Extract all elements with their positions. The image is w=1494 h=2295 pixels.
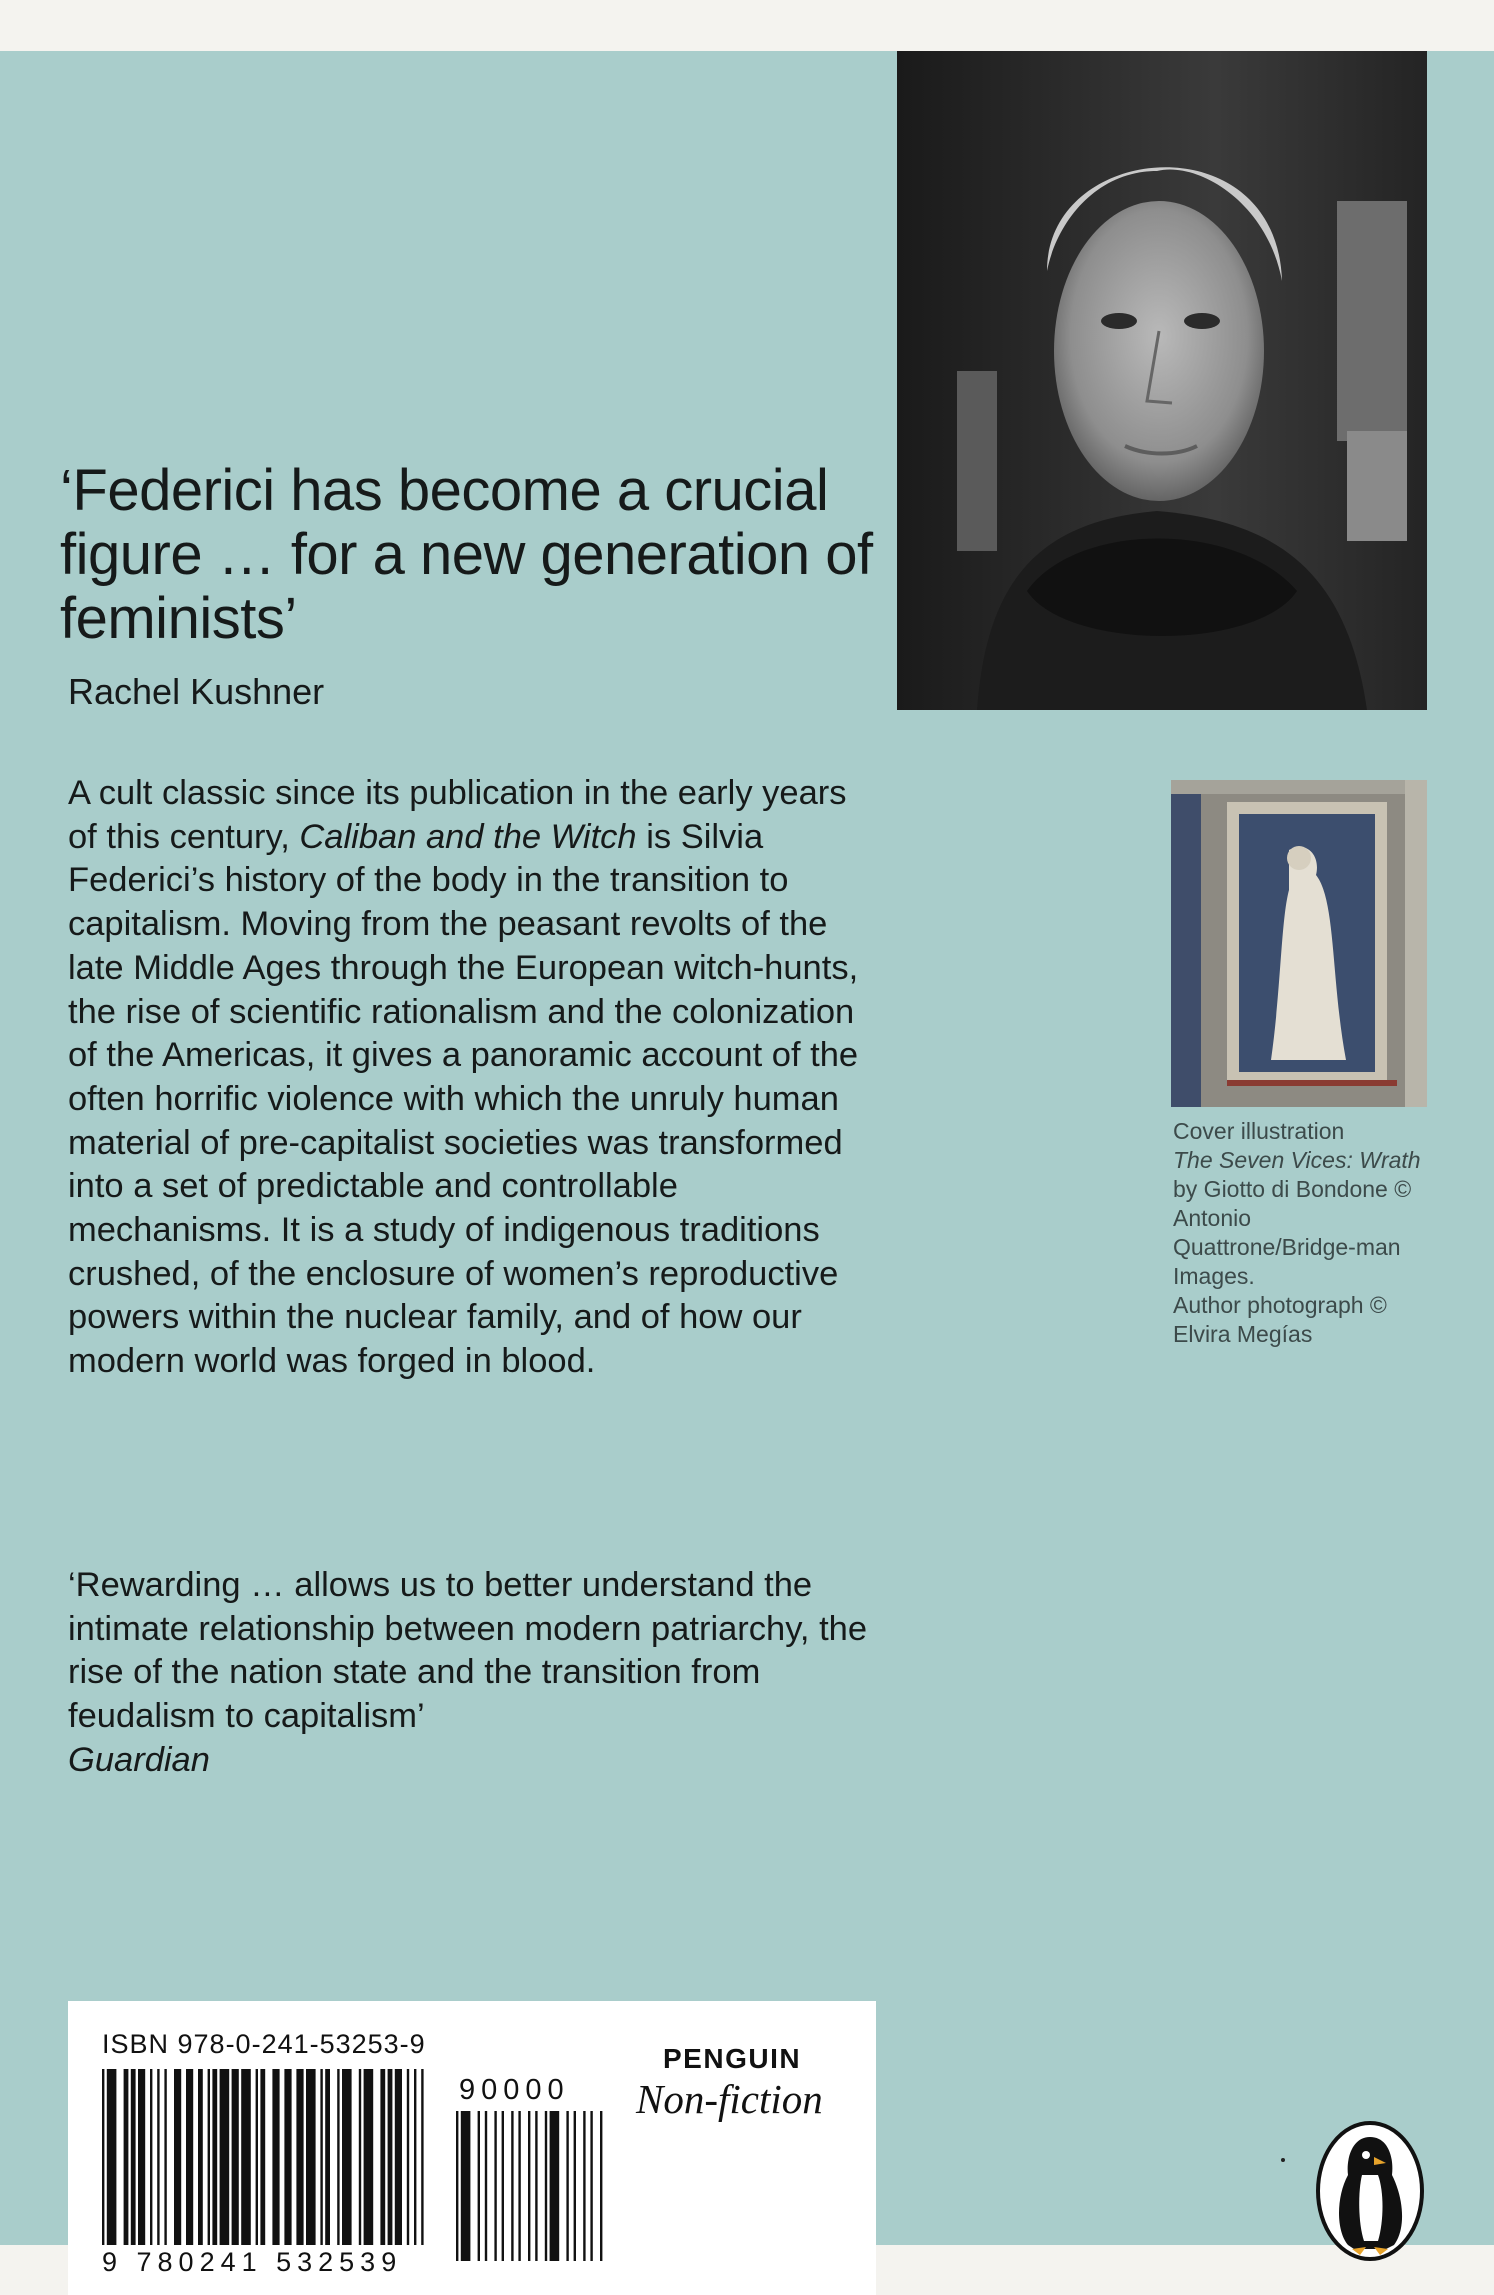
barcode-bar (256, 2069, 258, 2245)
barcode-bar (456, 2111, 458, 2261)
isbn-barcode (102, 2069, 428, 2245)
price-code: 90000 (459, 2074, 570, 2106)
barcode-bar (124, 2069, 129, 2245)
barcode-bar (545, 2111, 547, 2261)
barcode-bar (502, 2111, 504, 2261)
review-quote (68, 1564, 898, 1783)
penguin-logo-icon (1314, 2119, 1426, 2263)
barcode-bar (320, 2069, 322, 2245)
isbn-label: ISBN 978-0-241-53253-9 (102, 2029, 426, 2059)
barcode-bar (107, 2069, 117, 2245)
barcode-bar (478, 2111, 480, 2261)
dot-mark (1281, 2158, 1285, 2162)
barcode-bar (461, 2111, 471, 2261)
barcode-bar (296, 2069, 303, 2245)
barcode-bar (241, 2069, 251, 2245)
barcode-bar (550, 2111, 560, 2261)
barcode-bar (388, 2069, 393, 2245)
barcode-number: 9 780241 532539 (102, 2247, 403, 2277)
barcode-bar (535, 2111, 537, 2261)
barcode-bar (600, 2111, 602, 2261)
barcode-bar (590, 2111, 592, 2261)
price-barcode (456, 2111, 606, 2261)
imprint-brand: PENGUIN (663, 2043, 802, 2074)
barcode-panel (68, 2001, 876, 2295)
barcode-bar (325, 2069, 330, 2245)
barcode-bar (212, 2069, 217, 2245)
imprint-series: Non-fiction (636, 2076, 823, 2122)
barcode-bar (566, 2111, 568, 2261)
barcode-bar (421, 2069, 423, 2245)
credit-line-2 (1173, 1146, 1433, 1291)
book-title: Caliban and the Witch (299, 817, 637, 856)
credit-line-3: Author photograph © Elvira Megías (1173, 1292, 1387, 1347)
blurb-part-2: is Silvia Federici’s history of the body in the transition to capitalism. Moving from the peasant revolts of the late Middle Ages through the European witch-hunts, the rise of scientific rationalism and the colonization of the Americas, it gives a panoramic account of the often horrific violence with which the unruly human material of pre-capitalist societies was transformed into a set of predictable and controllable mechanisms. It is a study of indigenous traditions crushed, of the enclosure of women’s reproductive powers within the nuclear family, and of how our modern world was forged in blood. (68, 817, 859, 1381)
barcode-bar (414, 2069, 416, 2245)
barcode-bar (306, 2069, 316, 2245)
barcode-bar (164, 2069, 166, 2245)
review-source: Guardian (68, 1740, 210, 1779)
barcode-bar (284, 2069, 291, 2245)
barcode-bar (485, 2111, 487, 2261)
blurb-text (68, 772, 868, 1384)
cover-illustration-thumbnail (1171, 780, 1427, 1107)
back-cover (0, 51, 1494, 2277)
headline-attribution: Rachel Kushner (68, 671, 325, 712)
barcode-bar (359, 2069, 361, 2245)
blurb-part-1: A cult classic since its publication in the early years of this century, (68, 774, 847, 856)
barcode-bar (583, 2111, 585, 2261)
barcode-bar (198, 2069, 203, 2245)
credit-work-detail: by Giotto di Bondone © Antonio Quattrone/Bridge-man Images. (1173, 1176, 1412, 1289)
barcode-bar (342, 2069, 352, 2245)
barcode-bar (511, 2111, 513, 2261)
barcode-bar (407, 2069, 409, 2245)
credit-work-title: The Seven Vices: Wrath (1173, 1147, 1421, 1173)
barcode-bar (102, 2069, 104, 2245)
barcode-bar (395, 2069, 402, 2245)
barcode-bar (337, 2069, 339, 2245)
barcode-bar (150, 2069, 152, 2245)
barcode-bar (131, 2069, 136, 2245)
barcode-bar (186, 2069, 193, 2245)
barcode-bar (574, 2111, 576, 2261)
barcode-bar (157, 2069, 159, 2245)
barcode-bar (138, 2069, 145, 2245)
headline-quote: ‘Federici has become a crucial figure … for a new generation of feminists’ (60, 458, 873, 651)
barcode-bar (380, 2069, 385, 2245)
barcode-bar (494, 2111, 496, 2261)
image-credits (1173, 1117, 1433, 1349)
barcode-bar (232, 2069, 239, 2245)
barcode-bar (260, 2069, 265, 2245)
barcode-bar (174, 2069, 181, 2245)
barcode-bar (364, 2069, 374, 2245)
review-text: ‘Rewarding … allows us to better understand the intimate relationship between modern patriarchy, the rise of the nation state and the transition from feudalism to capitalism’ (68, 1566, 868, 1736)
credit-line-1: Cover illustration (1173, 1118, 1345, 1144)
barcode-bar (208, 2069, 210, 2245)
author-photograph (897, 51, 1427, 710)
barcode-bar (272, 2069, 279, 2245)
barcode-bar (518, 2111, 520, 2261)
barcode-bar (220, 2069, 230, 2245)
barcode-bar (528, 2111, 530, 2261)
